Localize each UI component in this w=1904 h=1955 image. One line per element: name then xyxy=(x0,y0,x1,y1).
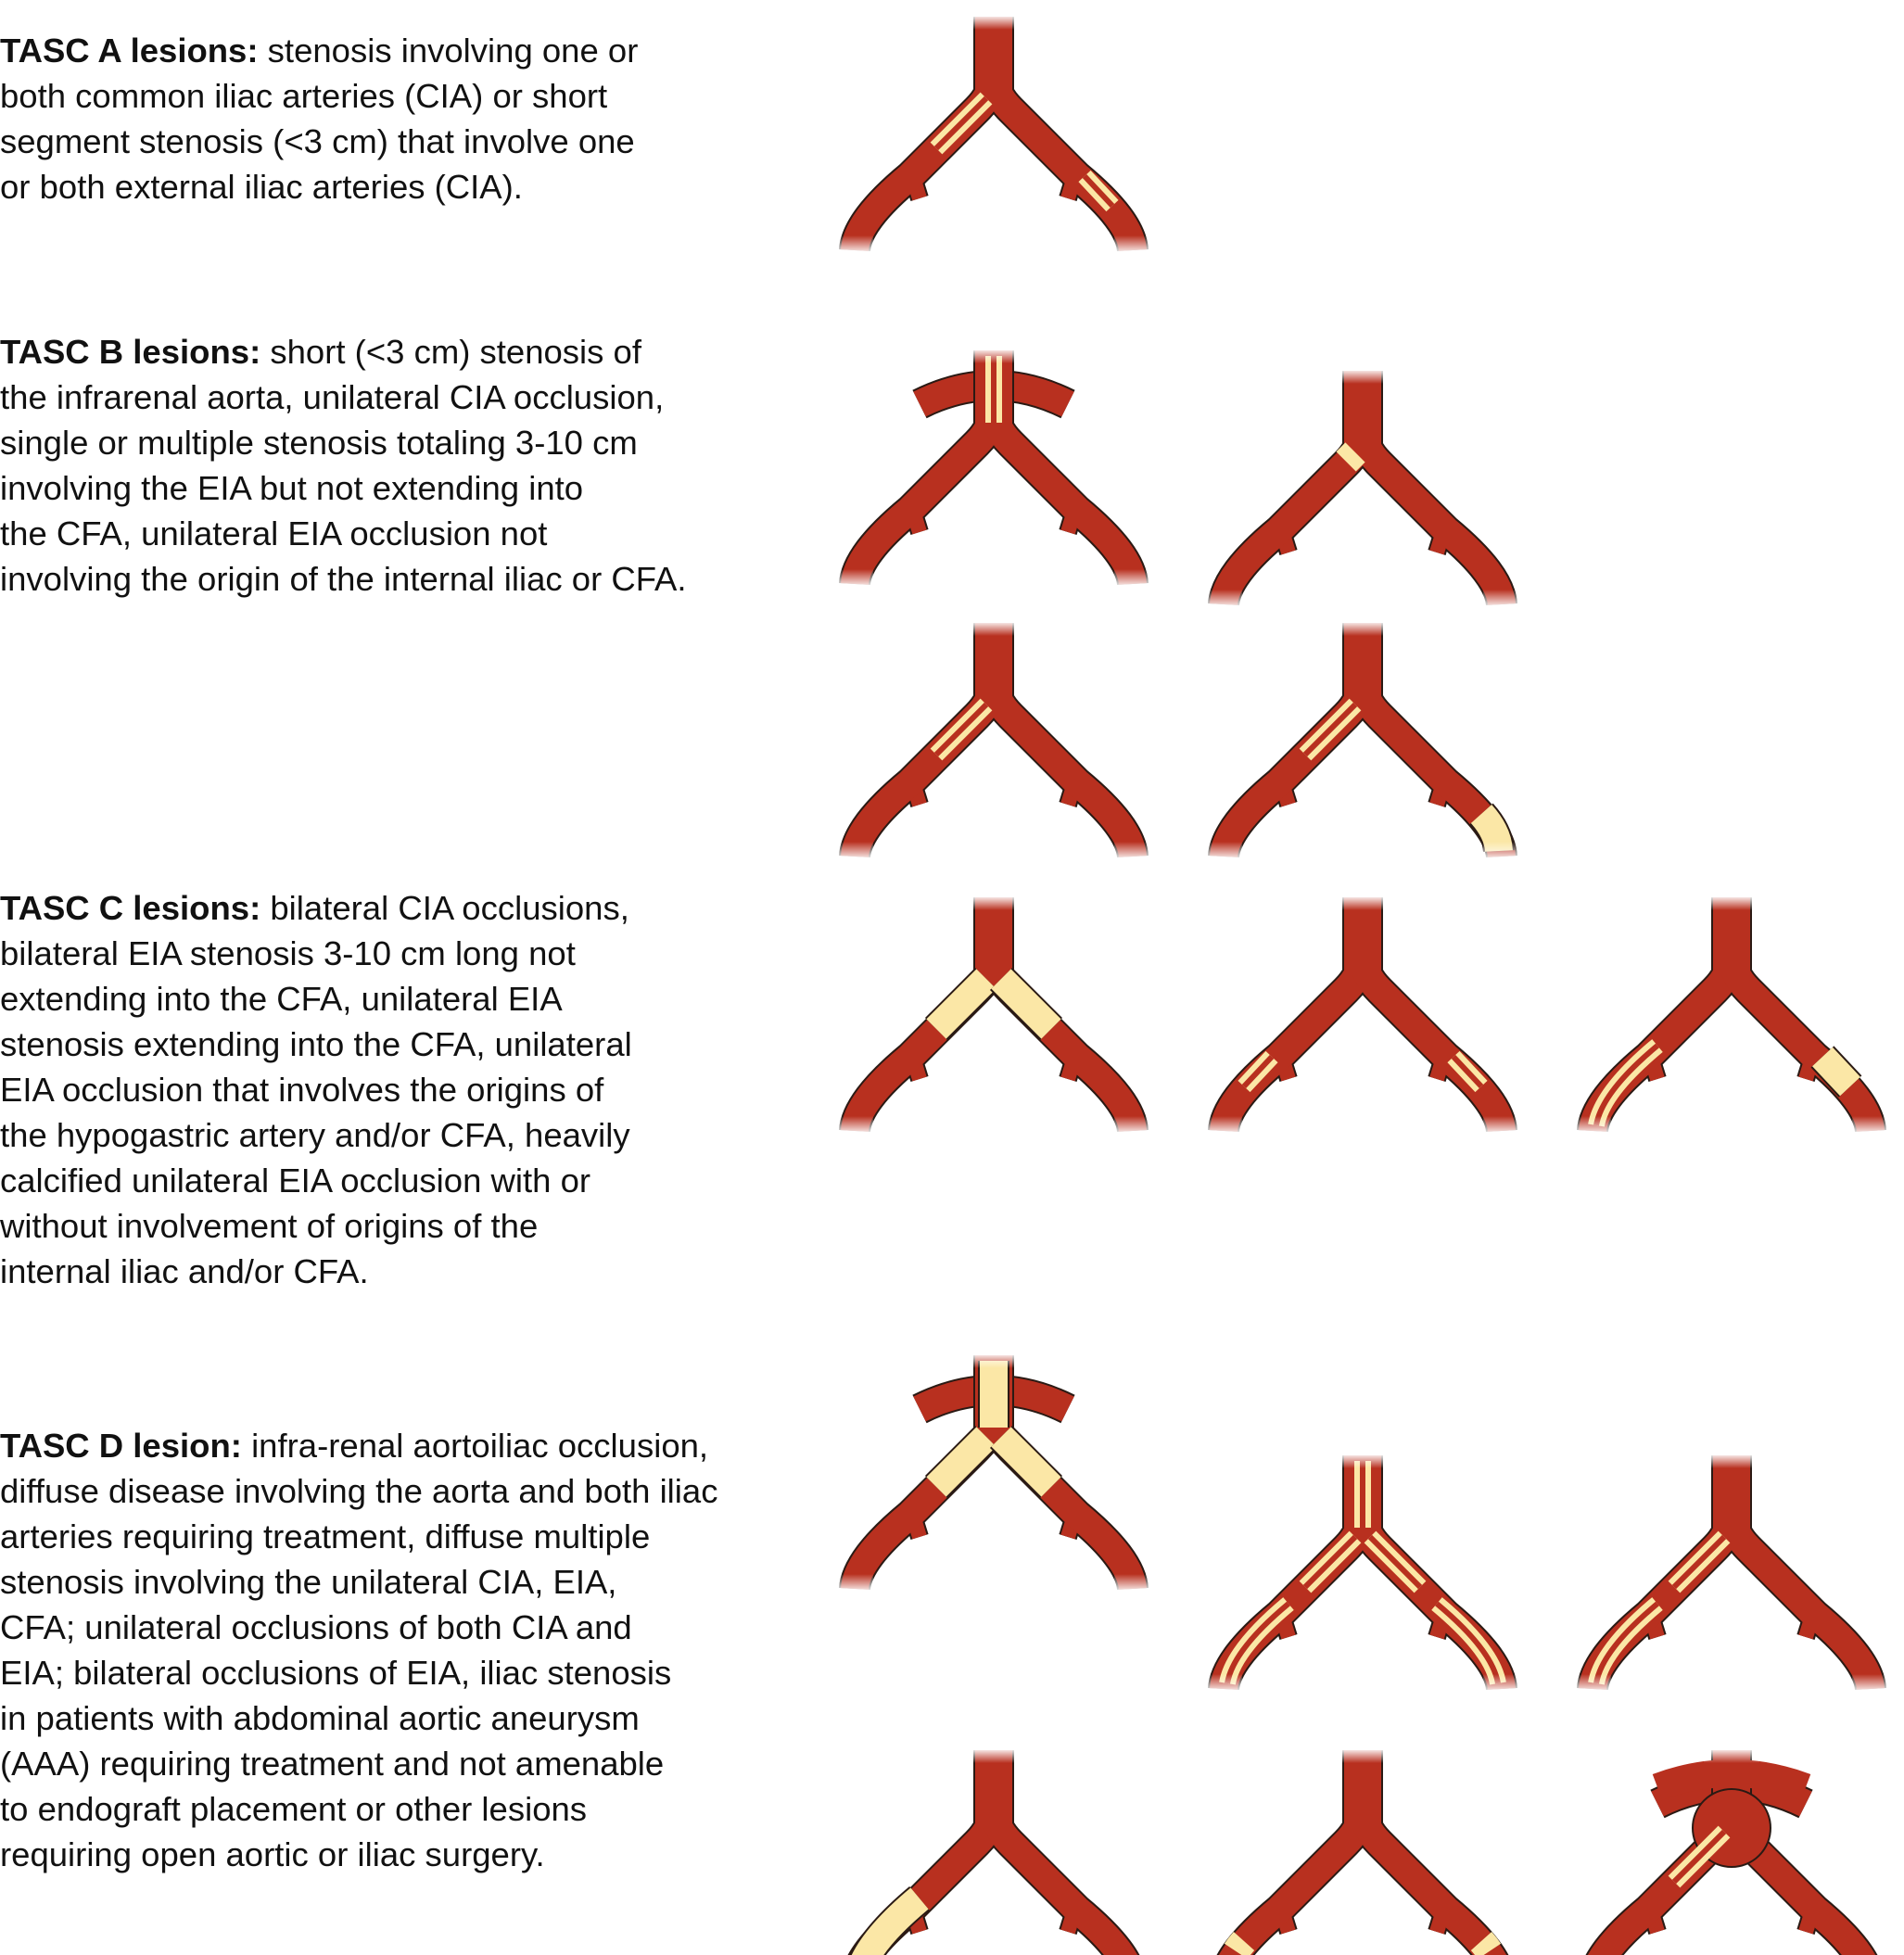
tasc-d-text: to endograft placement or other lesions xyxy=(0,1790,588,1828)
tasc-c-text: bilateral EIA stenosis 3-10 cm long not xyxy=(0,934,576,972)
artery-diagram-c xyxy=(1205,895,1520,1135)
tasc-d-text: (AAA) requiring treatment and not amenable xyxy=(0,1745,665,1783)
tasc-a-text: both common iliac arteries (CIA) or short xyxy=(0,77,608,115)
artery-diagram-d xyxy=(836,1353,1151,1593)
tasc-c-heading: TASC C lesions: xyxy=(0,889,261,927)
artery-diagram-b xyxy=(836,349,1151,588)
tasc-a-text: stenosis involving one or xyxy=(267,32,639,70)
tasc-c-text: calcified unilateral EIA occlusion with or xyxy=(0,1162,591,1200)
tasc-d-text: stenosis involving the unilateral CIA, EIA, xyxy=(0,1563,617,1601)
tasc-d-text: requiring open aortic or iliac surgery. xyxy=(0,1835,545,1873)
tasc-a-text: or both external iliac arteries (CIA). xyxy=(0,168,523,206)
artery-diagram-d xyxy=(836,1748,1151,1955)
tasc-b-text: involving the origin of the internal iliac or CFA. xyxy=(0,560,687,598)
tasc-b-text: short (<3 cm) stenosis of xyxy=(270,333,642,371)
tasc-d-text: arteries requiring treatment, diffuse multiple xyxy=(0,1517,651,1555)
tasc-d-text: EIA; bilateral occlusions of EIA, iliac stenosis xyxy=(0,1654,672,1692)
tasc-c-text: bilateral CIA occlusions, xyxy=(270,889,629,927)
tasc-b-heading: TASC B lesions: xyxy=(0,333,261,371)
tasc-c-text: EIA occlusion that involves the origins of xyxy=(0,1071,604,1109)
tasc-d-heading: TASC D lesion: xyxy=(0,1427,242,1465)
tasc-b-text: involving the EIA but not extending into xyxy=(0,469,584,507)
tasc-d-text: diffuse disease involving the aorta and both iliac xyxy=(0,1472,718,1510)
tasc-a-heading: TASC A lesions: xyxy=(0,32,259,70)
artery-diagram-b xyxy=(836,621,1151,860)
tasc-d-text: CFA; unilateral occlusions of both CIA and xyxy=(0,1608,632,1646)
tasc-c-text: extending into the CFA, unilateral EIA xyxy=(0,980,563,1018)
tasc-c-text: internal iliac and/or CFA. xyxy=(0,1252,369,1290)
tasc-c-text: the hypogastric artery and/or CFA, heavily xyxy=(0,1116,630,1154)
tasc-c-text: stenosis extending into the CFA, unilateral xyxy=(0,1025,632,1063)
artery-diagram-d xyxy=(1574,1748,1889,1955)
tasc-d-text: in patients with abdominal aortic aneurysm xyxy=(0,1699,640,1737)
artery-diagram-d xyxy=(1574,1454,1889,1693)
artery-diagram-a xyxy=(836,15,1151,254)
tasc-c-text: without involvement of origins of the xyxy=(0,1207,539,1245)
tasc-d-text: infra-renal aortoiliac occlusion, xyxy=(251,1427,709,1465)
artery-diagram-b xyxy=(1205,369,1520,608)
tasc-a-text: segment stenosis (<3 cm) that involve one xyxy=(0,122,635,160)
artery-diagram-c xyxy=(1574,895,1889,1135)
artery-diagram-b xyxy=(1205,621,1520,860)
tasc-b-text: the infrarenal aorta, unilateral CIA occlusion, xyxy=(0,378,665,416)
artery-diagram-d xyxy=(1205,1454,1520,1693)
artery-diagram-c xyxy=(836,895,1151,1135)
tasc-b-text: single or multiple stenosis totaling 3-10 cm xyxy=(0,424,638,462)
artery-diagram-d xyxy=(1205,1748,1520,1955)
tasc-b-text: the CFA, unilateral EIA occlusion not xyxy=(0,514,548,552)
